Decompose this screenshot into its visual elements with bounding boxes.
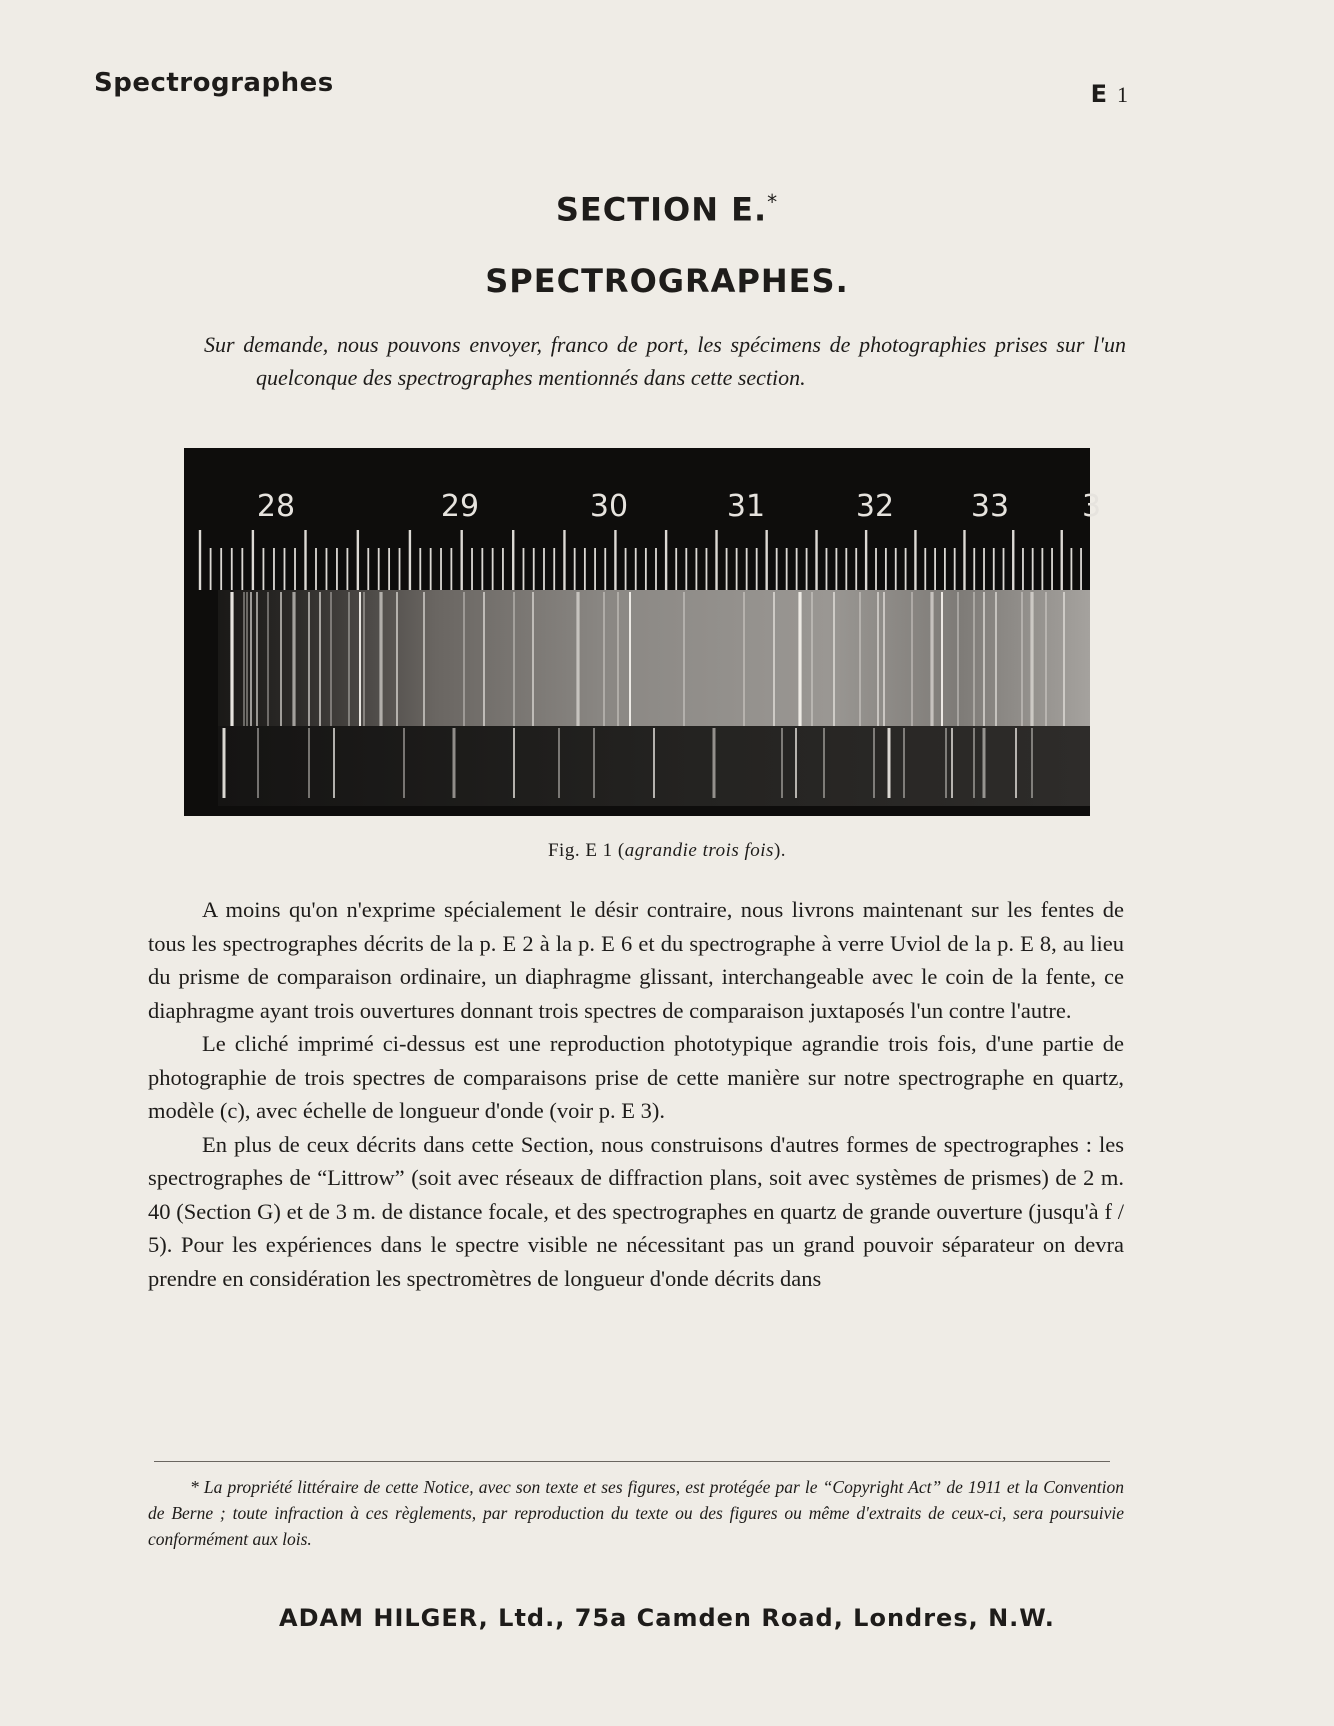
section-heading bbox=[0, 190, 1334, 229]
scale-label: 29 bbox=[440, 489, 480, 524]
section-label: SECTION E. bbox=[555, 190, 768, 229]
running-title: Spectrographes bbox=[94, 68, 334, 98]
body-paragraph: Le cliché imprimé ci-dessus est une reproduction phototypique agrandie trois fois, d'une partie de photographie de trois spectres de comparaisons prise de cette manière sur notre spectrographe en quartz, modèle (c), avec échelle de longueur d'onde (voir p. E 3). bbox=[148, 1031, 1124, 1123]
footnote-rule bbox=[154, 1461, 1110, 1462]
footnote: * La propriété littéraire de cette Notice, avec son texte et ses figures, est protégée par le “Copyright Act” de 1911 et la Convention de Berne ; toute infraction à ces règlements, par reproduction du texte ou des figures ou même d'extraits de ceux-ci, sera poursuivie conformément aux lois. bbox=[148, 1477, 1124, 1549]
scale-label: 31 bbox=[726, 489, 766, 524]
scale-label: 28 bbox=[256, 489, 296, 524]
spectrum-photograph bbox=[184, 448, 1102, 816]
page-number bbox=[1091, 80, 1128, 108]
figure-caption: Fig. E 1 (agrandie trois fois). bbox=[547, 840, 787, 861]
figure-caption-label: Fig. E 1 bbox=[547, 840, 613, 861]
figure-caption-note: agrandie trois fois bbox=[624, 840, 774, 861]
intro-paragraph: Sur demande, nous pouvons envoyer, franco de port, les spécimens de photographies prises sur l'un quelconque des spectrographes mentionnés dans cette section. bbox=[204, 332, 1126, 390]
scale-label: 32 bbox=[855, 489, 895, 524]
scale-label: 33 bbox=[970, 489, 1010, 524]
publisher-imprint: ADAM HILGER, Ltd., 75a Camden Road, Londres, N.W. bbox=[279, 1604, 1055, 1632]
page-letter: E bbox=[1090, 80, 1107, 108]
scale-label: 30 bbox=[589, 489, 629, 524]
page-number-digit: 1 bbox=[1117, 82, 1128, 107]
body-paragraph: A moins qu'on n'exprime spécialement le désir contraire, nous livrons maintenant sur les fentes de tous les spectrographes décrits de la p. E 2 à la p. E 6 et du spectrographe à verre Uviol de la p. E 8, au lieu du prisme de comparaison ordinaire, un diaphragme glissant, interchangeable avec le coin de la fente, ce diaphragme ayant trois ouvertures donnant trois spectres de comparaison juxtaposés l'un contre l'autre. bbox=[148, 897, 1124, 1023]
page-title: SPECTROGRAPHES. bbox=[485, 262, 849, 300]
scale-label: 3 bbox=[1082, 489, 1102, 524]
footnote-marker: * bbox=[767, 190, 779, 214]
body-text bbox=[148, 893, 1124, 1295]
spectrum-figure bbox=[184, 448, 1102, 816]
body-paragraph: En plus de ceux décrits dans cette Section, nous construisons d'autres formes de spectrographes : les spectrographes de “Littrow” (soit avec réseaux de diffraction plans, soit avec systèmes de prismes) de 2 m. 40 (Section G) et de 3 m. de distance focale, et des spectrographes en quartz de grande ouverture (jusqu'à f / 5). Pour les expériences dans le spectre visible ne nécessitant pas un grand pouvoir séparateur on devra prendre en considération les spectromètres de longueur d'onde décrits dans bbox=[148, 1131, 1124, 1291]
